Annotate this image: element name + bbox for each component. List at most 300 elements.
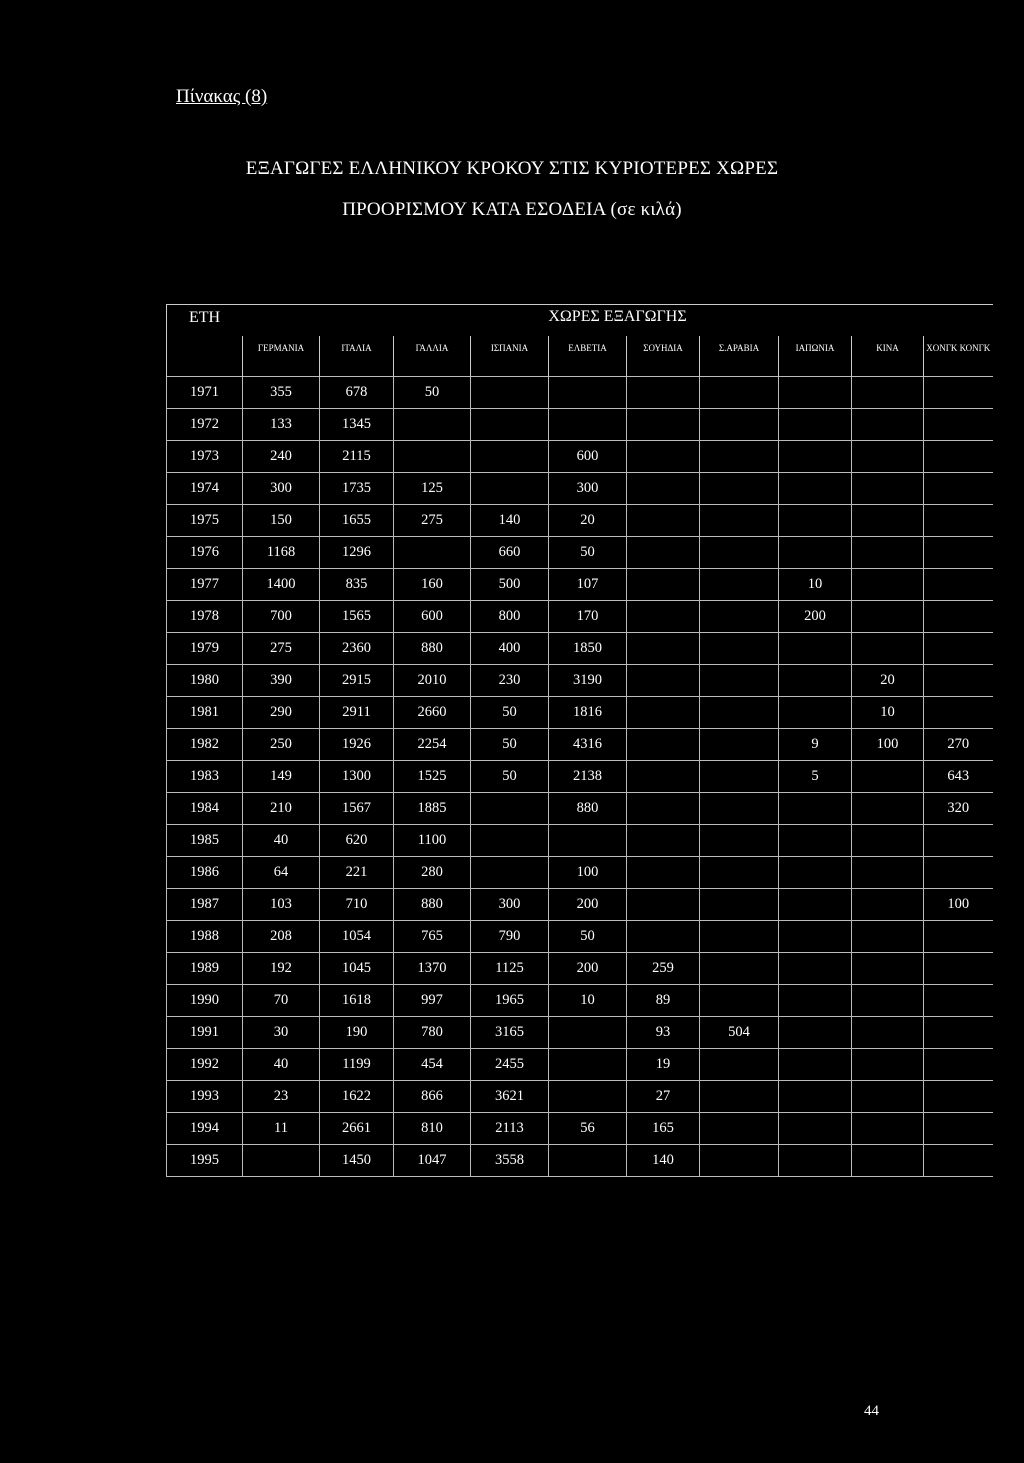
value-cell — [700, 1113, 779, 1145]
value-cell: 250 — [243, 729, 320, 761]
value-cell — [852, 953, 924, 985]
value-cell — [700, 665, 779, 697]
value-cell: 70 — [243, 985, 320, 1017]
table-row — [167, 633, 993, 665]
value-cell: 300 — [549, 473, 627, 505]
value-cell — [924, 921, 993, 953]
value-cell: 1100 — [394, 825, 471, 857]
value-cell: 400 — [471, 633, 549, 665]
value-cell — [924, 377, 993, 409]
export-countries-header: ΧΩΡΕΣ ΕΞΑΓΩΓΗΣ — [243, 305, 993, 337]
value-cell — [779, 825, 852, 857]
value-cell — [852, 921, 924, 953]
year-cell: 1981 — [167, 697, 243, 729]
value-cell — [627, 473, 700, 505]
value-cell — [700, 505, 779, 537]
country-header: ΙΣΠΑΝΙΑ — [471, 336, 549, 377]
value-cell — [627, 697, 700, 729]
value-cell — [924, 1113, 993, 1145]
value-cell — [852, 601, 924, 633]
value-cell — [627, 857, 700, 889]
value-cell: 1565 — [320, 601, 394, 633]
country-header: ΕΛΒΕΤΙΑ — [549, 336, 627, 377]
value-cell — [700, 921, 779, 953]
year-cell: 1992 — [167, 1049, 243, 1081]
value-cell: 270 — [924, 729, 993, 761]
value-cell — [779, 985, 852, 1017]
value-cell: 1450 — [320, 1145, 394, 1177]
value-cell: 1567 — [320, 793, 394, 825]
value-cell: 40 — [243, 1049, 320, 1081]
value-cell — [700, 793, 779, 825]
table-row — [167, 601, 993, 633]
value-cell — [924, 953, 993, 985]
value-cell — [627, 569, 700, 601]
table-row — [167, 985, 993, 1017]
table-row — [167, 921, 993, 953]
value-cell: 2138 — [549, 761, 627, 793]
table-row — [167, 953, 993, 985]
value-cell: 3165 — [471, 1017, 549, 1049]
value-cell — [394, 537, 471, 569]
year-cell: 1988 — [167, 921, 243, 953]
value-cell: 170 — [549, 601, 627, 633]
value-cell: 2113 — [471, 1113, 549, 1145]
value-cell: 620 — [320, 825, 394, 857]
value-cell — [779, 1145, 852, 1177]
value-cell: 149 — [243, 761, 320, 793]
table-row — [167, 441, 993, 473]
value-cell: 5 — [779, 761, 852, 793]
value-cell — [471, 473, 549, 505]
table-row — [167, 793, 993, 825]
value-cell — [852, 857, 924, 889]
value-cell: 240 — [243, 441, 320, 473]
value-cell: 259 — [627, 953, 700, 985]
value-cell — [627, 793, 700, 825]
value-cell: 89 — [627, 985, 700, 1017]
value-cell: 678 — [320, 377, 394, 409]
table-row — [167, 537, 993, 569]
value-cell — [779, 857, 852, 889]
value-cell: 208 — [243, 921, 320, 953]
year-cell: 1986 — [167, 857, 243, 889]
value-cell: 3621 — [471, 1081, 549, 1113]
value-cell: 600 — [549, 441, 627, 473]
value-cell — [549, 377, 627, 409]
value-cell: 1370 — [394, 953, 471, 985]
value-cell: 64 — [243, 857, 320, 889]
value-cell: 660 — [471, 537, 549, 569]
value-cell: 290 — [243, 697, 320, 729]
value-cell — [700, 537, 779, 569]
value-cell — [549, 1049, 627, 1081]
value-cell: 1296 — [320, 537, 394, 569]
value-cell: 200 — [779, 601, 852, 633]
value-cell: 866 — [394, 1081, 471, 1113]
value-cell: 160 — [394, 569, 471, 601]
value-cell: 10 — [549, 985, 627, 1017]
value-cell — [852, 761, 924, 793]
value-cell: 50 — [549, 537, 627, 569]
value-cell — [852, 1113, 924, 1145]
value-cell: 165 — [627, 1113, 700, 1145]
year-cell: 1978 — [167, 601, 243, 633]
value-cell — [700, 473, 779, 505]
value-cell: 2360 — [320, 633, 394, 665]
value-cell: 355 — [243, 377, 320, 409]
value-cell: 11 — [243, 1113, 320, 1145]
value-cell — [627, 889, 700, 921]
value-cell: 221 — [320, 857, 394, 889]
value-cell — [700, 1081, 779, 1113]
value-cell — [779, 1081, 852, 1113]
value-cell — [700, 633, 779, 665]
value-cell — [924, 569, 993, 601]
value-cell — [924, 1081, 993, 1113]
table-title-line-2: ΠΡΟΟΡΙΣΜΟΥ ΚΑΤΑ ΕΣΟΔΕΙΑ (σε κιλά) — [342, 199, 682, 220]
value-cell: 835 — [320, 569, 394, 601]
value-cell: 710 — [320, 889, 394, 921]
country-header: Σ.ΑΡΑΒΙΑ — [700, 336, 779, 377]
years-header: ΕΤΗ — [167, 305, 243, 377]
table-row — [167, 697, 993, 729]
value-cell — [779, 537, 852, 569]
value-cell — [779, 1049, 852, 1081]
value-cell — [924, 825, 993, 857]
value-cell: 4316 — [549, 729, 627, 761]
value-cell — [779, 409, 852, 441]
year-cell: 1971 — [167, 377, 243, 409]
year-cell: 1979 — [167, 633, 243, 665]
value-cell — [779, 921, 852, 953]
value-cell: 40 — [243, 825, 320, 857]
value-cell — [852, 825, 924, 857]
value-cell — [627, 633, 700, 665]
value-cell — [852, 569, 924, 601]
value-cell: 1045 — [320, 953, 394, 985]
value-cell: 1300 — [320, 761, 394, 793]
value-cell: 1618 — [320, 985, 394, 1017]
value-cell — [549, 1145, 627, 1177]
value-cell: 1885 — [394, 793, 471, 825]
value-cell — [779, 1113, 852, 1145]
country-header: ΓΕΡΜΑΝΙΑ — [243, 336, 320, 377]
table-row — [167, 1081, 993, 1113]
value-cell: 1965 — [471, 985, 549, 1017]
value-cell — [924, 1145, 993, 1177]
year-cell: 1980 — [167, 665, 243, 697]
value-cell: 20 — [852, 665, 924, 697]
table-row — [167, 473, 993, 505]
value-cell: 50 — [471, 761, 549, 793]
value-cell — [471, 441, 549, 473]
table-row — [167, 889, 993, 921]
year-cell: 1974 — [167, 473, 243, 505]
value-cell — [852, 473, 924, 505]
value-cell: 390 — [243, 665, 320, 697]
value-cell — [627, 825, 700, 857]
value-cell — [779, 441, 852, 473]
value-cell — [627, 537, 700, 569]
value-cell — [700, 857, 779, 889]
table-row — [167, 761, 993, 793]
value-cell: 1850 — [549, 633, 627, 665]
value-cell — [627, 505, 700, 537]
year-cell: 1973 — [167, 441, 243, 473]
value-cell: 133 — [243, 409, 320, 441]
table-row — [167, 825, 993, 857]
value-cell — [700, 569, 779, 601]
value-cell: 140 — [471, 505, 549, 537]
table-row — [167, 665, 993, 697]
value-cell — [627, 441, 700, 473]
value-cell — [700, 1145, 779, 1177]
year-cell: 1977 — [167, 569, 243, 601]
value-cell — [924, 1049, 993, 1081]
year-cell: 1985 — [167, 825, 243, 857]
value-cell: 1525 — [394, 761, 471, 793]
value-cell — [779, 633, 852, 665]
value-cell — [700, 601, 779, 633]
year-cell: 1984 — [167, 793, 243, 825]
value-cell: 50 — [471, 729, 549, 761]
value-cell — [924, 665, 993, 697]
value-cell: 300 — [471, 889, 549, 921]
value-cell: 9 — [779, 729, 852, 761]
table-body — [167, 377, 993, 1177]
value-cell — [924, 857, 993, 889]
value-cell — [852, 441, 924, 473]
value-cell — [852, 793, 924, 825]
value-cell: 140 — [627, 1145, 700, 1177]
value-cell — [700, 729, 779, 761]
value-cell: 2254 — [394, 729, 471, 761]
value-cell — [700, 953, 779, 985]
value-cell — [852, 889, 924, 921]
value-cell — [924, 697, 993, 729]
country-header: ΙΑΠΩΝΙΑ — [779, 336, 852, 377]
value-cell — [394, 409, 471, 441]
country-header: ΚΙΝΑ — [852, 336, 924, 377]
value-cell: 643 — [924, 761, 993, 793]
year-cell: 1991 — [167, 1017, 243, 1049]
value-cell — [852, 505, 924, 537]
page-number: 44 — [864, 1403, 879, 1419]
value-cell: 2455 — [471, 1049, 549, 1081]
value-cell — [779, 473, 852, 505]
table-title-line-1: ΕΞΑΓΩΓΕΣ ΕΛΛΗΝΙΚΟΥ ΚΡΟΚΟΥ ΣΤΙΣ ΚΥΡΙΟΤΕΡΕΣ ΧΩΡΕΣ — [245, 158, 779, 179]
value-cell: 2660 — [394, 697, 471, 729]
value-cell: 1047 — [394, 1145, 471, 1177]
value-cell: 880 — [549, 793, 627, 825]
value-cell: 3190 — [549, 665, 627, 697]
value-cell — [700, 409, 779, 441]
value-cell — [471, 793, 549, 825]
value-cell: 1125 — [471, 953, 549, 985]
value-cell: 93 — [627, 1017, 700, 1049]
year-cell: 1990 — [167, 985, 243, 1017]
value-cell — [471, 409, 549, 441]
value-cell — [924, 441, 993, 473]
value-cell — [924, 985, 993, 1017]
value-cell — [779, 793, 852, 825]
value-cell: 100 — [924, 889, 993, 921]
value-cell — [700, 697, 779, 729]
value-cell — [924, 1017, 993, 1049]
year-cell: 1976 — [167, 537, 243, 569]
country-header: ΙΤΑΛΙΑ — [320, 336, 394, 377]
value-cell — [471, 825, 549, 857]
year-cell: 1982 — [167, 729, 243, 761]
year-cell: 1983 — [167, 761, 243, 793]
value-cell — [779, 665, 852, 697]
value-cell — [549, 409, 627, 441]
value-cell: 50 — [394, 377, 471, 409]
country-header: ΣΟΥΗΔΙΑ — [627, 336, 700, 377]
value-cell: 1400 — [243, 569, 320, 601]
value-cell — [924, 537, 993, 569]
value-cell — [243, 1145, 320, 1177]
value-cell: 2915 — [320, 665, 394, 697]
value-cell — [779, 377, 852, 409]
value-cell: 2661 — [320, 1113, 394, 1145]
value-cell — [852, 1017, 924, 1049]
value-cell — [700, 761, 779, 793]
table-row — [167, 1145, 993, 1177]
value-cell: 190 — [320, 1017, 394, 1049]
value-cell — [852, 1145, 924, 1177]
value-cell: 1816 — [549, 697, 627, 729]
value-cell: 700 — [243, 601, 320, 633]
value-cell: 300 — [243, 473, 320, 505]
year-cell: 1995 — [167, 1145, 243, 1177]
table-row — [167, 729, 993, 761]
value-cell: 56 — [549, 1113, 627, 1145]
value-cell: 454 — [394, 1049, 471, 1081]
value-cell: 23 — [243, 1081, 320, 1113]
value-cell — [779, 1017, 852, 1049]
value-cell — [852, 537, 924, 569]
value-cell — [852, 409, 924, 441]
value-cell: 800 — [471, 601, 549, 633]
value-cell: 1345 — [320, 409, 394, 441]
table-row — [167, 569, 993, 601]
value-cell: 103 — [243, 889, 320, 921]
value-cell: 50 — [549, 921, 627, 953]
value-cell — [924, 633, 993, 665]
value-cell: 1199 — [320, 1049, 394, 1081]
value-cell: 2010 — [394, 665, 471, 697]
value-cell — [852, 633, 924, 665]
value-cell — [779, 505, 852, 537]
value-cell — [549, 1081, 627, 1113]
value-cell: 19 — [627, 1049, 700, 1081]
value-cell: 107 — [549, 569, 627, 601]
table-row — [167, 1113, 993, 1145]
value-cell — [700, 377, 779, 409]
value-cell: 1622 — [320, 1081, 394, 1113]
value-cell: 500 — [471, 569, 549, 601]
value-cell: 790 — [471, 921, 549, 953]
value-cell: 504 — [700, 1017, 779, 1049]
value-cell: 600 — [394, 601, 471, 633]
table-row — [167, 1049, 993, 1081]
value-cell — [700, 1049, 779, 1081]
value-cell — [779, 697, 852, 729]
value-cell — [627, 377, 700, 409]
value-cell: 997 — [394, 985, 471, 1017]
value-cell — [852, 1081, 924, 1113]
value-cell — [471, 377, 549, 409]
value-cell — [852, 985, 924, 1017]
value-cell — [627, 665, 700, 697]
value-cell — [852, 1049, 924, 1081]
country-header-row — [167, 336, 993, 377]
value-cell: 1926 — [320, 729, 394, 761]
value-cell: 10 — [779, 569, 852, 601]
value-cell: 50 — [471, 697, 549, 729]
table-row — [167, 505, 993, 537]
value-cell: 280 — [394, 857, 471, 889]
value-cell — [549, 825, 627, 857]
value-cell — [924, 409, 993, 441]
exports-table — [166, 304, 993, 1177]
value-cell — [700, 825, 779, 857]
value-cell: 320 — [924, 793, 993, 825]
value-cell: 275 — [394, 505, 471, 537]
value-cell: 100 — [852, 729, 924, 761]
value-cell — [394, 441, 471, 473]
value-cell — [924, 505, 993, 537]
country-header: ΓΑΛΛΙΑ — [394, 336, 471, 377]
table-caption: Πίνακας (8) — [176, 86, 268, 107]
value-cell: 230 — [471, 665, 549, 697]
table-row — [167, 1017, 993, 1049]
value-cell: 30 — [243, 1017, 320, 1049]
value-cell: 765 — [394, 921, 471, 953]
value-cell: 1655 — [320, 505, 394, 537]
country-header: ΧΟΝΓΚ ΚΟΝΓΚ — [924, 336, 993, 377]
year-cell: 1987 — [167, 889, 243, 921]
value-cell — [627, 921, 700, 953]
value-cell — [924, 601, 993, 633]
value-cell — [700, 889, 779, 921]
value-cell: 3558 — [471, 1145, 549, 1177]
value-cell: 125 — [394, 473, 471, 505]
value-cell: 880 — [394, 889, 471, 921]
value-cell: 2115 — [320, 441, 394, 473]
value-cell: 10 — [852, 697, 924, 729]
value-cell — [627, 761, 700, 793]
value-cell: 210 — [243, 793, 320, 825]
value-cell — [627, 601, 700, 633]
value-cell: 200 — [549, 953, 627, 985]
value-cell — [627, 729, 700, 761]
year-cell: 1972 — [167, 409, 243, 441]
value-cell: 27 — [627, 1081, 700, 1113]
value-cell — [471, 857, 549, 889]
value-cell: 780 — [394, 1017, 471, 1049]
table-row — [167, 409, 993, 441]
year-cell: 1993 — [167, 1081, 243, 1113]
value-cell: 150 — [243, 505, 320, 537]
value-cell: 2911 — [320, 697, 394, 729]
year-cell: 1989 — [167, 953, 243, 985]
value-cell: 1168 — [243, 537, 320, 569]
value-cell: 200 — [549, 889, 627, 921]
value-cell: 20 — [549, 505, 627, 537]
